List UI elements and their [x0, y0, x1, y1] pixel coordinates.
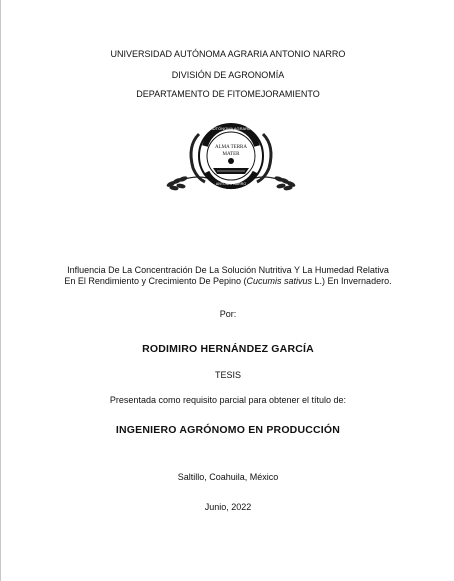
svg-text:ALMA TERRA: ALMA TERRA [215, 145, 247, 150]
university-name: UNIVERSIDAD AUTÓNOMA AGRARIA ANTONIO NARRO [110, 49, 346, 59]
department-name: DEPARTAMENTO DE FITOMEJORAMIENTO [136, 89, 320, 99]
division-name: DIVISIÓN DE AGRONOMÍA [171, 70, 285, 80]
university-seal-icon [161, 116, 301, 206]
location: Saltillo, Coahuila, México [177, 472, 279, 482]
by-label: Por: [219, 309, 237, 319]
svg-text:AUTÓNOMA AGRARIA: AUTÓNOMA AGRARIA [210, 126, 252, 131]
date: Junio, 2022 [204, 502, 252, 512]
presented-statement: Presentada como requisito parcial para obtener el título de: [109, 395, 347, 405]
thesis-title-line-2: En El Rendimiento y Crecimiento De Pepino (Cucumis sativus L.) En Invernadero. [64, 276, 392, 286]
svg-text:ANTONIO NARRO: ANTONIO NARRO [215, 182, 247, 186]
document-type: TESIS [214, 370, 241, 380]
svg-text:MATER: MATER [222, 152, 240, 157]
thesis-title-line-1: Influencia De La Concentración De La Solución Nutritiva Y La Humedad Relativa [67, 265, 389, 275]
degree-title: INGENIERO AGRÓNOMO EN PRODUCCIÓN [115, 424, 341, 436]
author-name: RODIMIRO HERNÁNDEZ GARCÍA [142, 343, 314, 355]
